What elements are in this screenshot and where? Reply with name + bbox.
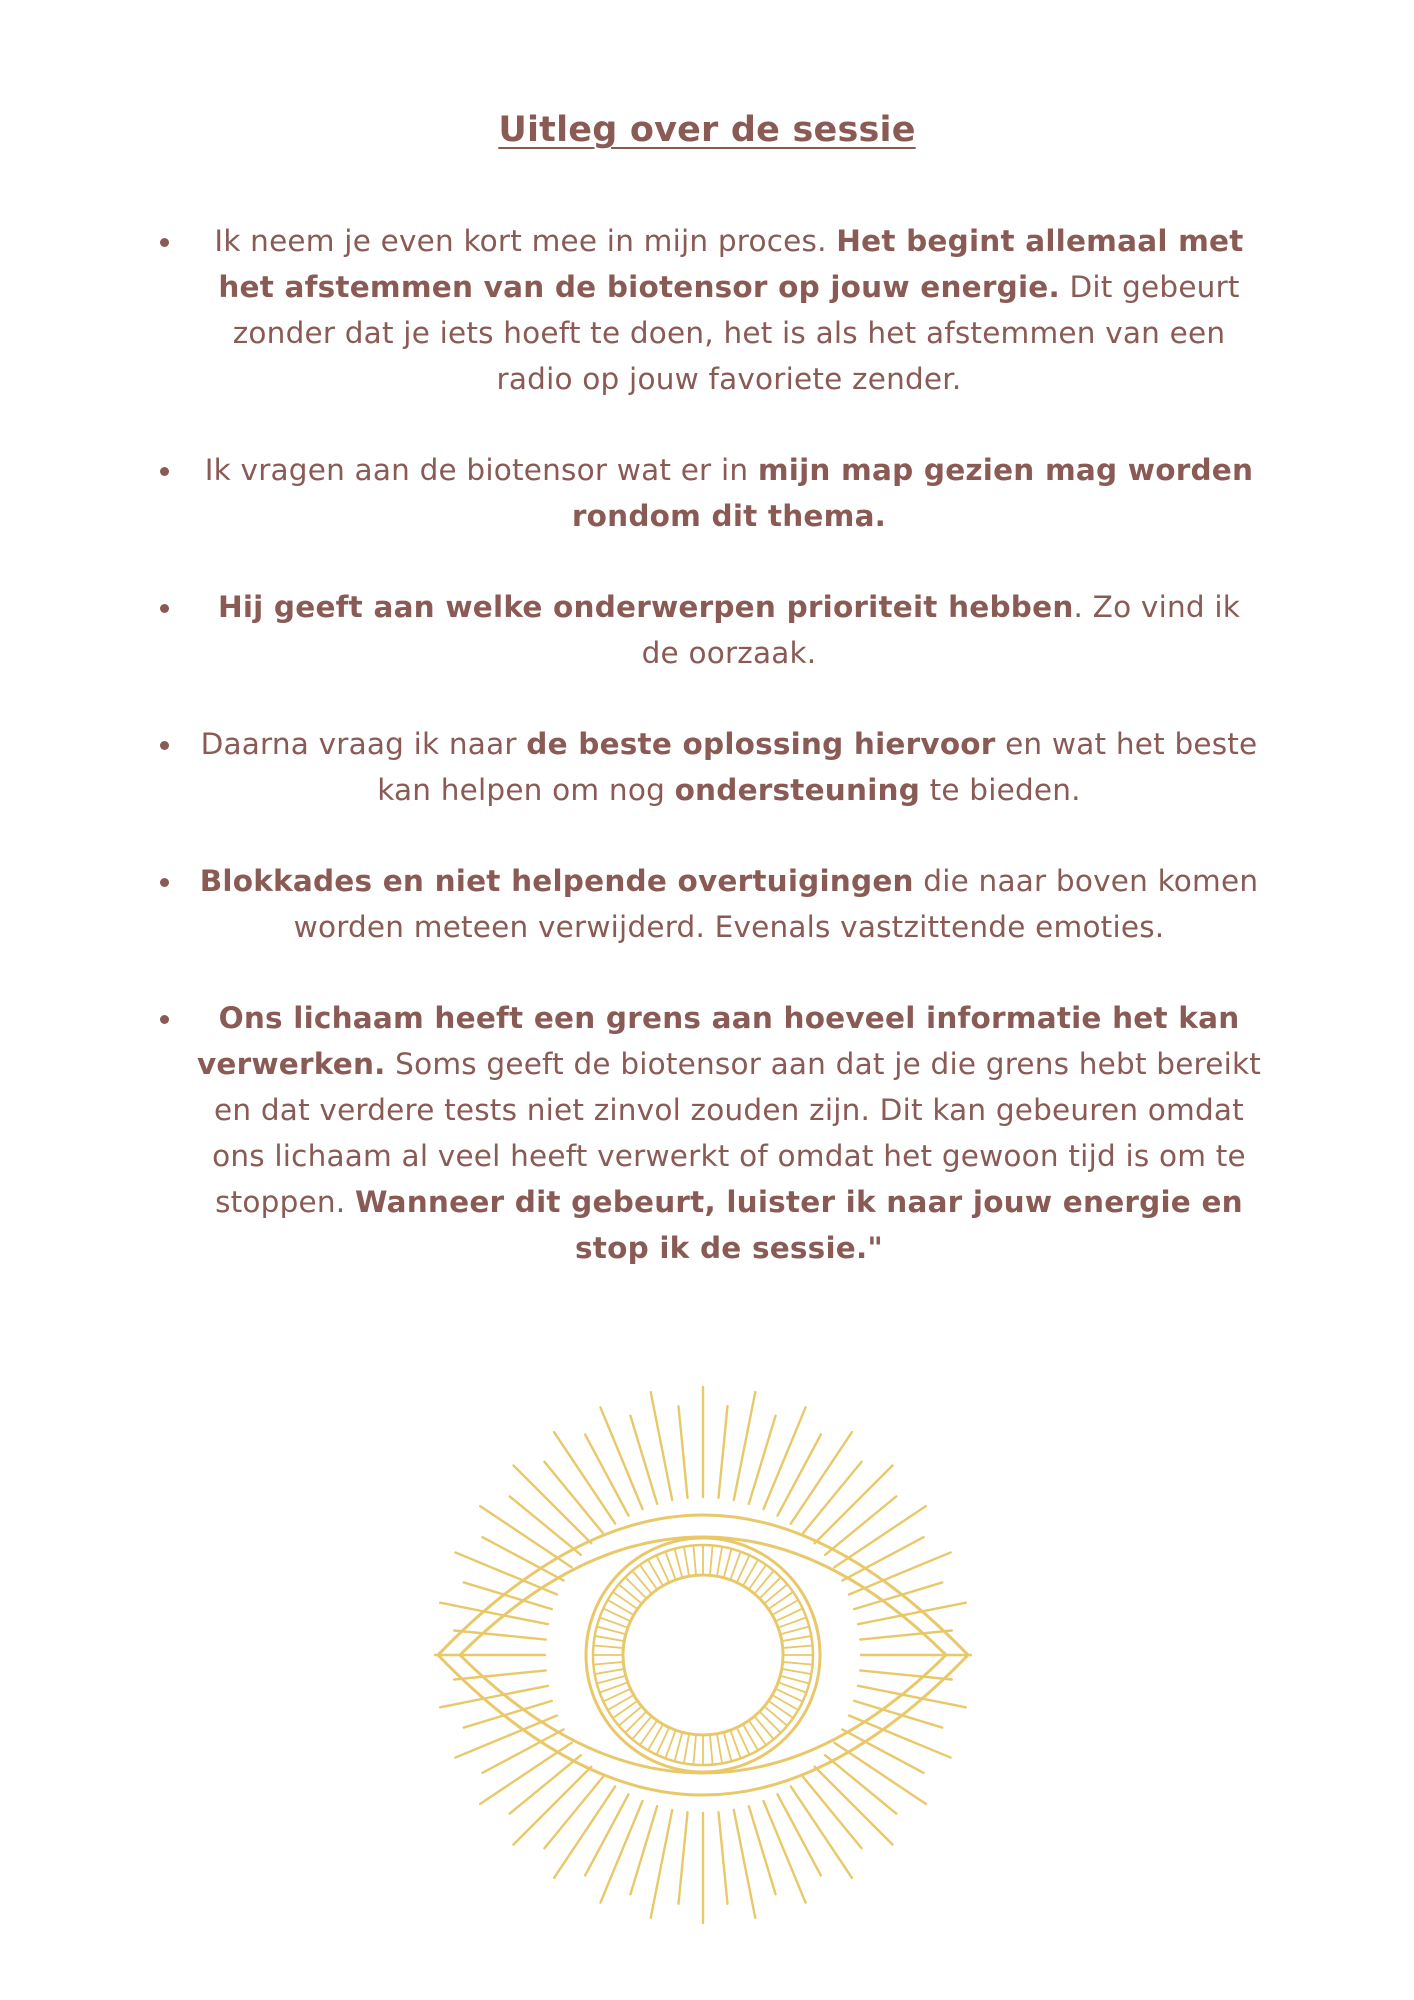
iris-spokes	[594, 1546, 812, 1764]
sun-rays	[435, 1387, 971, 1923]
text-segment-bold: Hij geeft aan welke onderwerpen prioriteit hebben	[217, 590, 1074, 624]
list-item	[0, 858, 1414, 950]
sun-ray	[777, 1435, 820, 1516]
sun-ray	[777, 1794, 820, 1875]
text-segment: Dit gebeurt zonder dat je iets hoeft te doen, het is als het afstemmen van een radio op jouw favoriete zender.	[232, 270, 1240, 396]
sun-ray	[544, 1777, 602, 1848]
iris-spoke	[717, 1548, 722, 1576]
sun-ray	[803, 1462, 861, 1533]
text-segment: en wat het beste kan helpen om nog	[377, 727, 1258, 807]
text-segment: Ik vragen aan de biotensor wat er in	[204, 453, 758, 487]
iris-spoke	[783, 1669, 811, 1674]
iris-spoke	[596, 1636, 624, 1641]
list-item-text	[196, 721, 1262, 813]
iris-spoke	[684, 1548, 689, 1576]
text-segment: te bieden.	[920, 773, 1081, 807]
list-item	[0, 721, 1414, 813]
text-segment: Soms geeft de biotensor aan dat je die grens hebt bereikt en dat verdere tests niet zinvol zouden zijn. Dit kan gebeuren omdat ons lichaam al veel heeft verwerkt of omdat het gewoon tijd is om te stoppen.	[212, 1047, 1262, 1219]
iris-spoke	[666, 1731, 676, 1757]
sun-eye-icon	[433, 1385, 973, 1925]
sun-ray	[718, 1812, 727, 1904]
iris-spoke	[755, 1717, 773, 1738]
text-segment: . Zo vind ik de oorzaak.	[641, 590, 1241, 670]
sun-ray	[510, 1496, 581, 1554]
iris-spoke	[781, 1676, 808, 1683]
iris-spoke	[666, 1553, 676, 1579]
text-segment-bold: mijn map gezien mag worden rondom dit thema.	[571, 453, 1254, 533]
pupil-ring	[623, 1575, 783, 1735]
iris-spoke	[724, 1550, 731, 1577]
sun-ray	[858, 1603, 966, 1624]
sun-ray	[544, 1462, 602, 1533]
bullet-icon	[160, 604, 169, 613]
sun-ray	[440, 1603, 548, 1624]
iris-spoke	[710, 1736, 712, 1764]
iris-spoke	[724, 1733, 731, 1760]
list-item-text	[196, 584, 1262, 676]
iris-spoke	[760, 1578, 780, 1598]
iris-spoke	[731, 1731, 741, 1757]
iris-spoke	[598, 1627, 625, 1634]
bullet-icon	[160, 1015, 169, 1024]
iris-spoke	[684, 1735, 689, 1763]
sun-ray	[600, 1801, 642, 1903]
text-segment: Ik neem je even kort mee in mijn proces.	[214, 224, 837, 258]
sun-ray	[440, 1686, 548, 1707]
sun-ray	[763, 1407, 805, 1509]
iris-spoke	[620, 1707, 641, 1725]
iris-spoke	[633, 1717, 651, 1738]
iris-spoke	[717, 1735, 722, 1763]
bullet-icon	[160, 238, 169, 247]
page-title: Uitleg over de sessie	[498, 110, 916, 150]
text-segment-bold: ondersteuning	[674, 773, 921, 807]
sun-ray	[651, 1392, 672, 1500]
list-item-text	[196, 447, 1262, 539]
iris-spoke	[783, 1636, 811, 1641]
iris-spoke	[598, 1676, 625, 1683]
text-segment-bold: Blokkades en niet helpende overtuigingen	[199, 864, 914, 898]
list-item	[0, 218, 1414, 402]
sun-ray	[510, 1755, 581, 1813]
sun-ray	[651, 1810, 672, 1918]
text-segment-bold: de beste oplossing hiervoor	[526, 727, 996, 761]
sun-ray	[679, 1406, 688, 1498]
iris-spoke	[784, 1646, 812, 1648]
iris-spoke	[765, 1585, 786, 1603]
list-item	[0, 995, 1414, 1271]
sun-ray	[585, 1794, 628, 1875]
sun-ray	[860, 1670, 952, 1679]
iris-spoke	[675, 1733, 682, 1760]
sun-ray	[585, 1435, 628, 1516]
sun-ray	[454, 1631, 546, 1640]
sun-ray	[825, 1496, 896, 1554]
iris-spoke	[760, 1712, 780, 1732]
iris-spoke	[755, 1572, 773, 1593]
iris-spoke	[784, 1662, 812, 1664]
list-item-text	[196, 858, 1262, 950]
list-item	[0, 447, 1414, 539]
sun-ray	[679, 1812, 688, 1904]
sun-ray	[825, 1755, 896, 1813]
sun-ray	[803, 1777, 861, 1848]
iris-spoke	[594, 1646, 622, 1648]
sun-ray	[734, 1392, 755, 1500]
bullet-icon	[160, 467, 169, 476]
iris-spoke	[626, 1578, 646, 1598]
bullet-icon	[160, 878, 169, 887]
iris-spoke	[601, 1683, 627, 1693]
iris-spoke	[596, 1669, 624, 1674]
sun-ray	[842, 1537, 923, 1580]
text-segment: Daarna vraag ik naar	[200, 727, 527, 761]
sun-ray	[858, 1686, 966, 1707]
list-item-text	[196, 995, 1262, 1271]
text-segment-bold: Het begint allemaal met het afstemmen van de biotensor op jouw energie.	[218, 224, 1244, 304]
sun-ray	[860, 1631, 952, 1640]
iris-spoke	[781, 1627, 808, 1634]
iris-spoke	[710, 1546, 712, 1574]
bullet-icon	[160, 741, 169, 750]
iris-spoke	[694, 1546, 696, 1574]
bullet-list	[0, 218, 1414, 1316]
sun-ray	[763, 1801, 805, 1903]
list-item-text	[196, 218, 1262, 402]
iris-spoke	[765, 1707, 786, 1725]
text-segment-bold: Ons lichaam heeft een grens aan hoeveel informatie het kan verwerken.	[196, 1001, 1240, 1081]
iris-spoke	[620, 1585, 641, 1603]
iris-spoke	[694, 1736, 696, 1764]
iris-spoke	[601, 1618, 627, 1628]
sun-ray	[842, 1729, 923, 1772]
iris-spoke	[594, 1662, 622, 1664]
text-segment: die naar boven komen worden meteen verwijderd. Evenals vastzittende emoties.	[293, 864, 1259, 944]
list-item	[0, 584, 1414, 676]
sun-eye-illustration	[433, 1385, 973, 1925]
sun-ray	[600, 1407, 642, 1509]
text-segment-bold: Wanneer dit gebeurt, luister ik naar jouw energie en stop ik de sessie."	[354, 1185, 1243, 1265]
iris-spoke	[779, 1683, 805, 1693]
iris-spoke	[633, 1572, 651, 1593]
iris-spoke	[731, 1553, 741, 1579]
sun-ray	[454, 1670, 546, 1679]
sun-ray	[718, 1406, 727, 1498]
sun-ray	[483, 1537, 564, 1580]
sun-ray	[483, 1729, 564, 1772]
iris-spoke	[675, 1550, 682, 1577]
iris-spoke	[626, 1712, 646, 1732]
sun-ray	[734, 1810, 755, 1918]
iris-spoke	[779, 1618, 805, 1628]
